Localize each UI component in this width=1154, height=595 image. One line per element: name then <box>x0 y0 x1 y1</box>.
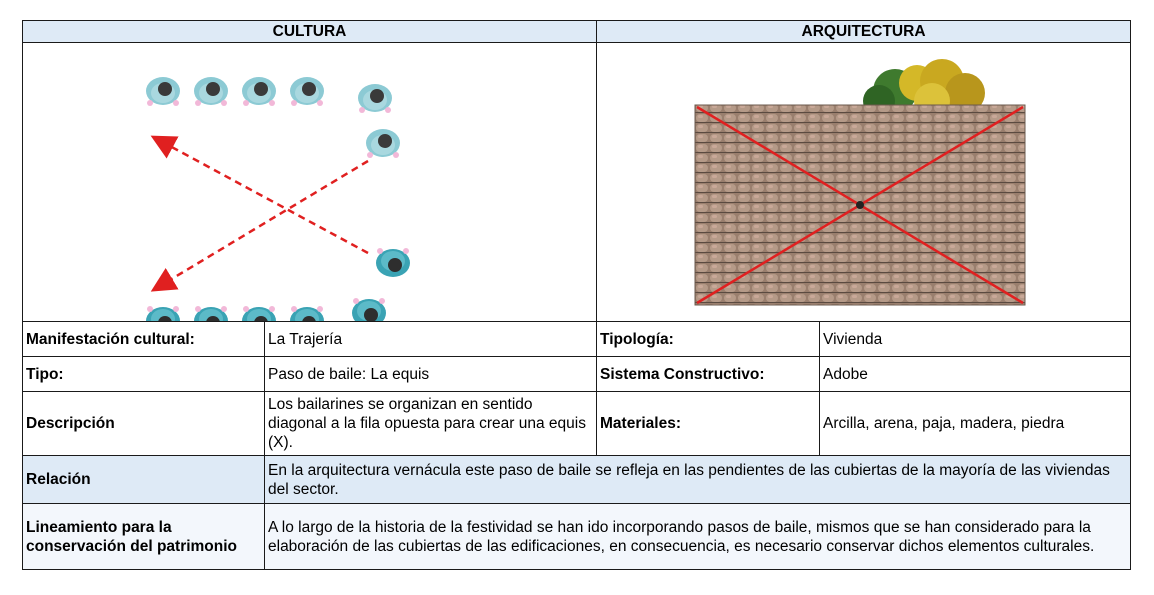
dancer-figure <box>376 248 410 277</box>
dancer-figure <box>366 129 400 158</box>
tipologia-label: Tipología: <box>597 322 820 357</box>
roof-tiles-illustration <box>597 43 1131 321</box>
dancer-figure <box>358 84 392 113</box>
sistema-value: Adobe <box>820 357 1131 392</box>
dancer-figure <box>146 306 180 321</box>
tipo-label: Tipo: <box>23 357 265 392</box>
relacion-label: Relación <box>23 456 265 504</box>
architecture-header: ARQUITECTURA <box>597 21 1131 43</box>
manifestacion-label: Manifestación cultural: <box>23 322 265 357</box>
heritage-table <box>22 20 1131 570</box>
sistema-label: Sistema Constructivo: <box>597 357 820 392</box>
diagonal-arrow-up <box>155 138 368 253</box>
roof-center-point <box>856 201 864 209</box>
manifestacion-value: La Trajería <box>265 322 597 357</box>
diagonal-arrow-down <box>155 161 368 289</box>
materiales-label: Materiales: <box>597 392 820 456</box>
lineamiento-label: Lineamiento para la conservación del patrimonio <box>23 504 265 570</box>
tipo-value: Paso de baile: La equis <box>265 357 597 392</box>
dancer-figure <box>194 306 228 321</box>
dancer-figure <box>242 306 276 321</box>
dancer-figure <box>290 306 324 321</box>
dance-diagram <box>23 43 597 322</box>
dancer-figure <box>146 77 180 106</box>
roof-photo <box>597 43 1131 322</box>
dancer-figure <box>352 298 386 321</box>
materiales-value: Arcilla, arena, paja, madera, piedra <box>820 392 1131 456</box>
dancer-figure <box>290 77 324 106</box>
descripcion-label: Descripción <box>23 392 265 456</box>
dancer-figure <box>194 77 228 106</box>
lineamiento-value: A lo largo de la historia de la festividad se han ido incorporando pasos de baile, mismos que se han considerado para la elaboración de las cubiertas de las edificaciones, en consecuencia, es necesario conservar dichos elementos culturales. <box>265 504 1131 570</box>
dancer-figure <box>242 77 276 106</box>
tipologia-value: Vivienda <box>820 322 1131 357</box>
culture-header: CULTURA <box>23 21 597 43</box>
descripcion-value: Los bailarines se organizan en sentido diagonal a la fila opuesta para crear una equis (X). <box>265 392 597 456</box>
relacion-value: En la arquitectura vernácula este paso de baile se refleja en las pendientes de las cubiertas de la mayoría de las viviendas del sector. <box>265 456 1131 504</box>
dance-x-diagram <box>23 43 597 321</box>
